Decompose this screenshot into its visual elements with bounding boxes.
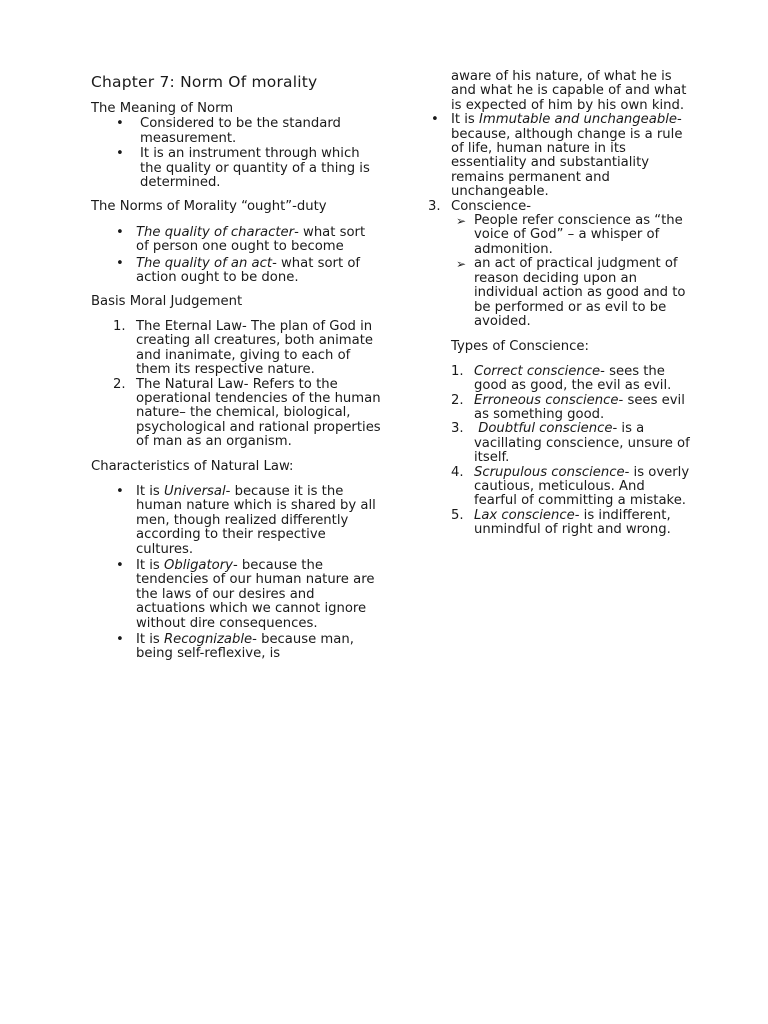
list-item: 1. The Eternal Law- The plan of God in creating all creatures, both animate and inanimate, giving to each of them its respective nature. [113,318,374,378]
continued-text: aware of his nature, of what he is and what he is capable of and what is expected of him by his own kind. [451,69,687,113]
list-item: • It is Universal- because it is the human nature which is shared by all men, though realized differently according to their respective cultures. [116,483,376,557]
arrow-bullet-icon: ➢ [456,257,467,272]
characteristics-list-continued [428,113,690,199]
bullet-icon: • [116,224,124,240]
right-column [428,70,690,538]
chapter-title: Chapter 7: Norm Of morality [91,73,318,91]
bullet-icon: • [116,557,124,573]
norms-list [91,226,381,286]
list-item: • It is Recognizable- because man, being self-reflexive, is [116,632,354,662]
types-heading: Types of Conscience: [451,339,589,355]
bullet-icon: • [116,483,124,499]
types-list [428,365,690,538]
bullet-icon: • [116,255,124,271]
list-item: 2. Erroneous conscience- sees evil as something good. [451,392,685,422]
norms-heading: The Norms of Morality “ought”-duty [91,199,327,215]
list-item: ➢ People refer conscience as “the voice of God” – a whisper of admonition. [456,213,683,257]
list-item: • The quality of an act- what sort of action ought to be done. [116,255,361,286]
list-item: 4. Scrupulous conscience- is overly cautious, meticulous. And fearful of committing a mistake. [451,464,690,509]
list-item: 3. Doubtful conscience- is a vacillating conscience, unsure of itself. [451,421,690,466]
list-item: 3. Conscience- [428,198,532,214]
list-item: ➢ an act of practical judgment of reason deciding upon an individual action as good and to be performed or as evil to be avoided. [456,256,686,329]
bullet-icon: • [116,632,124,647]
arrow-bullet-icon: ➢ [456,214,467,229]
characteristics-list [91,485,381,662]
list-item: • Considered to be the standard measurement. [116,116,341,146]
meaning-list [91,117,381,190]
left-column [91,70,381,664]
basis-list [91,320,381,450]
list-item: • The quality of character- what sort of person one ought to become [116,224,366,255]
characteristics-heading: Characteristics of Natural Law: [91,458,294,474]
list-item: • It is an instrument through which the quality or quantity of a thing is determined. [116,146,370,191]
list-item: 1. Correct conscience- sees the good as good, the evil as evil. [451,363,672,394]
list-item: 5. Lax conscience- is indifferent, unmindful of right and wrong. [451,507,671,538]
bullet-icon: • [431,112,439,128]
conscience-points [428,214,690,329]
bullet-icon: • [116,116,124,132]
basis-heading: Basis Moral Judgement [91,294,243,310]
basis-list-continued [428,200,690,214]
bullet-icon: • [116,146,124,162]
list-item: • It is Immutable and unchangeable- because, although change is a rule of life, human nature in its essentiality and substantiality remains permanent and unchangeable. [431,112,683,200]
list-item: 2. The Natural Law- Refers to the operational tendencies of the human nature– the chemical, biological, psychological and rational properties of man as an organism. [113,376,381,450]
list-item: • It is Obligatory- because the tendencies of our human nature are the laws of our desires and actuations which we cannot ignore without dire consequences. [116,557,375,631]
meaning-heading: The Meaning of Norm [91,101,234,116]
